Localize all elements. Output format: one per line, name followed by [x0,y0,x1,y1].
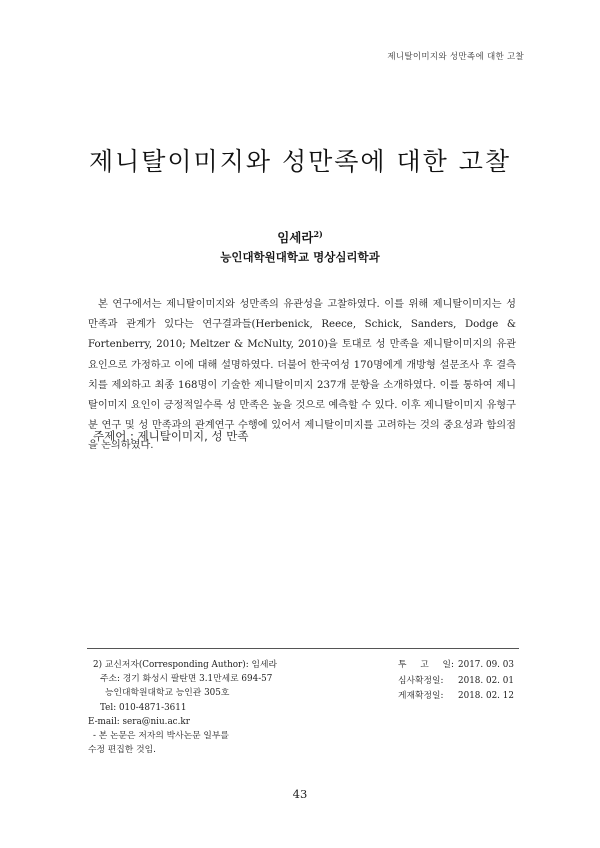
date-submitted-label: 투 고 일: [398,660,454,670]
author-name: 임세라 [277,230,314,245]
footnote-note: - 본 논문은 저자의 박사논문 일부를 [93,731,229,742]
footnote-email: E-mail: sera@niu.ac.kr [88,716,190,727]
date-submitted [398,658,514,674]
footnote-corresponding: 2) 교신저자(Corresponding Author): 임세라 [93,660,277,670]
paper-title: 제니탈이미지와 성만족에 대한 고찰 [88,147,512,176]
date-accepted-label: 게재확정일: [398,691,444,701]
date-accepted-value: 2018. 02. 12 [458,691,514,701]
footnote-note-2: 수정 편집한 것임. [88,745,156,756]
date-reviewed [398,674,514,690]
keywords: 주제어 : 제니탈이미지, 성 만족 [93,429,249,443]
abstract-text: 본 연구에서는 제니탈이미지와 성만족의 유관성을 고찰하였다. 이를 위해 제니탈이미지는 성 만족과 관계가 있다는 연구결과들(Herbenick, Reece, Schick, Sanders, Dodge & Fortenberry, 2010; Meltzer & McNulty, 2010)을 토대로 성 만족을 제니탈이미지의 유관요인으로 가정하고 이에 대해 설명하였다. 더불어 한국여성 170명에게 개방형 설문조사 후 결측치를 제외하고 최종 168명이 기술한 제니탈이미지 237개 문항을 소개하였다. 이를 통하여 제니탈이미지 요인이 긍정적일수록 성 만족은 높을 것으로 예측할 수 있다. 이후 제니탈이미지 유형구분 연구 및 성 만족과의 관계연구 수행에 있어서 제니탈이미지를 고려하는 것의 중요성과 함의점을 논의하였다. [88,299,516,452]
date-reviewed-label: 심사확정일: [398,675,444,686]
date-reviewed-value: 2018. 02. 01 [458,675,514,686]
dates-block [398,658,514,705]
running-header: 제니탈이미지와 성만족에 대한 고찰 [387,52,524,62]
footnote-address-2: 능인대학원대학교 능인관 305호 [105,688,230,699]
affiliation: 능인대학원대학교 명상심리학과 [220,250,380,264]
author-footnote-mark[interactable]: 2) [313,228,323,239]
date-submitted-value: 2017. 09. 03 [458,660,514,670]
date-accepted [398,689,514,705]
footnote-address: 주소: 경기 화성시 팔탄면 3.1만세로 694-57 [100,674,273,685]
footnote [88,658,277,757]
page-number: 43 [292,787,308,801]
footnote-tel: Tel: 010-4871-3611 [100,702,187,713]
footnote-divider [87,648,519,649]
author [0,228,600,246]
